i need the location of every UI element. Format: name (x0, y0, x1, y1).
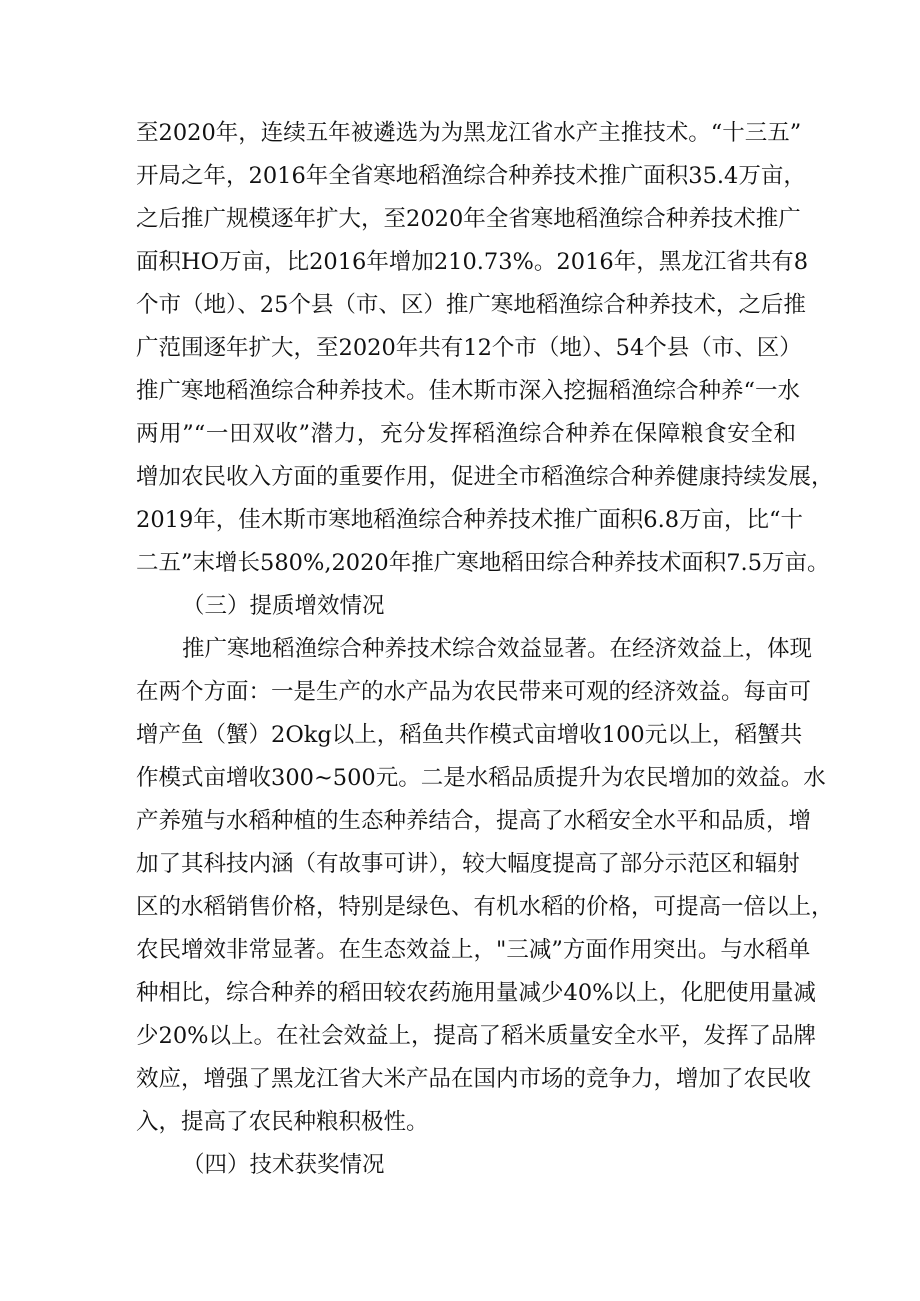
section-heading-awards: （四）技术获奖情况 (182, 1152, 385, 1178)
text-line: 加了其科技内涵（有故事可讲），较大幅度提高了部分示范区和辐射 (136, 851, 800, 877)
text-line: 少20%以上。在社会效益上，提高了稻米质量安全水平，发挥了品牌 (136, 1023, 817, 1049)
text-line: 2019年，佳木斯市寒地稻渔综合种养技术推广面积6.8万亩，比“十 (136, 507, 804, 533)
text-line: 效应，增强了黑龙江省大米产品在国内市场的竞争力，增加了农民收 (136, 1066, 812, 1092)
text-line: 增产鱼（蟹）2Okg以上，稻鱼共作模式亩增收100元以上，稻蟹共 (136, 722, 803, 748)
text-line: 农民增效非常显著。在生态效益上，"三减”方面作用突出。与水稻单 (136, 937, 811, 963)
text-line: 个市（地）、25个县（市、区）推广寒地稻渔综合种养技术，之后推 (136, 292, 806, 318)
text-line: 入，提高了农民种粮积极性。 (136, 1109, 429, 1135)
text-line: 推广寒地稻渔综合种养技术。佳木斯市深入挖掘稻渔综合种养“一水 (136, 378, 801, 404)
text-line: 广范围逐年扩大，至2020年共有12个市（地）、54个县（市、区） (136, 335, 802, 361)
section-heading-quality-efficiency: （三）提质增效情况 (182, 593, 385, 619)
text-line: 在两个方面：一是生产的水产品为农民带来可观的经济效益。每亩可 (136, 679, 812, 705)
text-line: 至2020年，连续五年被遴选为为黑龙江省水产主推技术。“十三五” (136, 120, 802, 146)
text-line: 区的水稻销售价格，特别是绿色、有机水稻的价格，可提高一倍以上， (136, 894, 834, 920)
document-body (136, 112, 834, 1187)
text-line: 增加农民收入方面的重要作用，促进全市稻渔综合种养健康持续发展， (136, 464, 834, 490)
paragraph-benefits (136, 628, 834, 1144)
paragraph-promotion-scale (136, 112, 834, 585)
text-line: 作模式亩增收300~500元。二是水稻品质提升为农民增加的效益。水 (136, 765, 826, 791)
text-line: 种相比，综合种养的稻田较农药施用量减少40%以上，化肥使用量减 (136, 980, 817, 1006)
text-line: 两用”“一田双收”潜力，充分发挥稻渔综合种养在保障粮食安全和 (136, 421, 796, 447)
text-line: 推广寒地稻渔综合种养技术综合效益显著。在经济效益上，体现 (182, 636, 813, 662)
text-line: 产养殖与水稻种植的生态种养结合，提高了水稻安全水平和品质，增 (136, 808, 812, 834)
text-line: 二五”末增长580%,2020年推广寒地稻田综合种养技术面积7.5万亩。 (136, 550, 830, 576)
text-line: 面积HO万亩，比2016年增加210.73%。2016年，黑龙江省共有8 (136, 249, 809, 275)
text-line: 开局之年，2016年全省寒地稻渔综合种养技术推广面积35.4万亩， (136, 163, 806, 189)
text-line: 之后推广规模逐年扩大，至2020年全省寒地稻渔综合种养技术推广 (136, 206, 801, 232)
